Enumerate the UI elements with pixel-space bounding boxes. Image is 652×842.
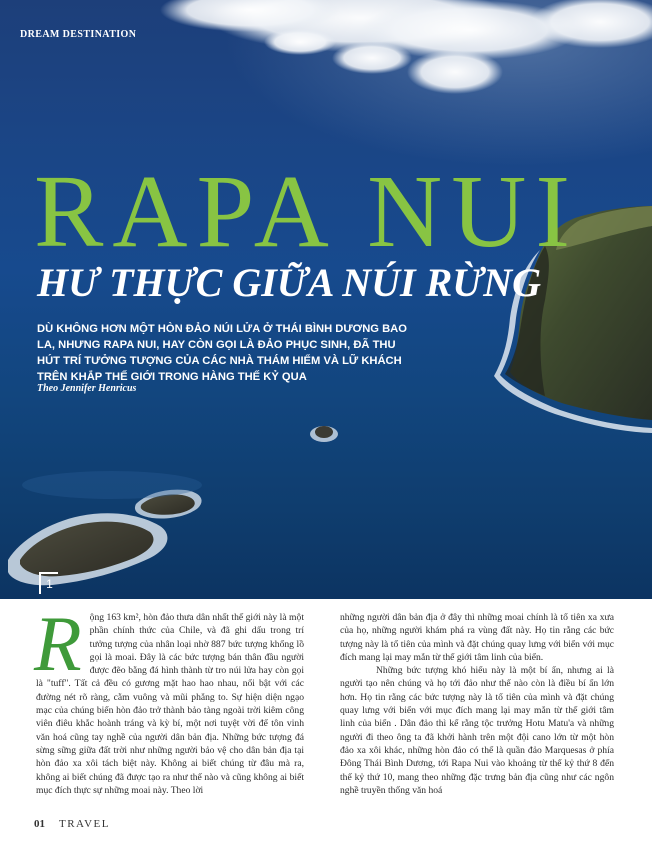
drop-cap: R xyxy=(34,600,82,687)
rock-islet xyxy=(310,426,338,442)
section-tag: DREAM DESTINATION xyxy=(20,29,137,40)
left-column-text: ộng 163 km², hòn đảo thưa dân nhất thế giới này là một phần chính thức của Chile, và đã ghi dấu trong trí tưởng tượng của nhân loại nhờ 887 bức tượng khổng lồ gọi là moai. Đây là các bức tượng bán thân đầu người được đẽo bằng đá hình thành từ tro núi lửa hay còn gọi là "tuff". Tất cả đều có gương mặt hao hao nhau, nổi bật với các đường nét rõ ràng, cằm vuông và mũi phẳng to. Sự hiện diện ngạo mạc của chúng biến hòn đảo trở thành bảo tàng ngoài trời kiêm công viên điêu khắc hoành tráng và kỳ bí, một nơi tuyệt vời để tôn vinh văn hoá cũng tay nghề của người dân bản địa. Những bức tượng đá sừng sững giữa đất trời như những người bảo vệ cho dân bản địa tại hòn đảo xa xôi tách biệt này. Không ai biết chúng từ đâu mà ra, không ai biết chúng đã được tạo ra như thế nào và cũng không ai biết mục đích thực sự những moai này. Theo lời xyxy=(36,612,304,796)
photo-number-badge: 1 xyxy=(39,572,58,594)
article-column-right xyxy=(340,611,614,797)
right-column-paragraph-1: những người dân bản địa ở đây thì những moai chính là tổ tiên xa xưa của họ, những người khám phá ra vùng đất này. Họ tin rằng các bức tượng này là tổ tiên của mình và đặt chúng quay lưng với biển với mục đích mang lại may mắn từ thế giới tâm linh của biển. xyxy=(340,612,614,663)
lede-paragraph: DÙ KHÔNG HƠN MỘT HÒN ĐẢO NÚI LỬA Ở THÁI BÌNH DƯƠNG BAO LA, NHƯNG RAPA NUI, HAY CÒN GỌI LÀ ĐẢO PHỤC SINH, ĐÃ THU HÚT TRÍ TƯỞNG TƯỢNG CỦA CÁC NHÀ THÁM HIỂM VÀ LỮ KHÁCH TRÊN KHẮP THẾ GIỚI TRONG HÀNG THẾ KỶ QUA xyxy=(37,323,407,383)
page-footer xyxy=(34,818,110,830)
page-title: RAPA NUI xyxy=(34,154,579,269)
magazine-name: TRAVEL xyxy=(59,818,110,830)
article-column-left xyxy=(34,600,304,797)
right-column-paragraph-2: Những bức tượng khó hiểu này là một bí ẩn, nhưng ai là người tạo nên chúng và họ tới đảo như thế nào còn là điều bí ẩn lớn hơn. Họ tin rằng các bức tượng này là tổ tiên của mình và đặt chúng quay lưng với biển với mục đích mang lại may mắn từ thế giới tâm linh của biển . Dân đảo thì kể rằng tộc trưởng Hotu Matu'a và những người đi theo ông ta đã khởi hành trên một đội cano lớn từ một hòn đảo xa xôi khác, những hòn đảo có thể là quần đảo Marquesas ở phía Đông Thái Bình Dương, tới Rapa Nui vào khoảng từ thế kỷ thứ 8 đến thế kỷ thứ 10, mang theo những đặc trưng bản địa cũng như các ngôn nghề truyền thống văn hoá xyxy=(340,665,614,796)
clouds xyxy=(160,0,652,94)
lower-islands xyxy=(8,471,202,585)
page-subtitle: HƯ THỰC GIỮA NÚI RỪNG xyxy=(37,260,542,305)
byline: Theo Jennifer Henricus xyxy=(37,383,137,394)
page-number: 01 xyxy=(34,818,45,830)
